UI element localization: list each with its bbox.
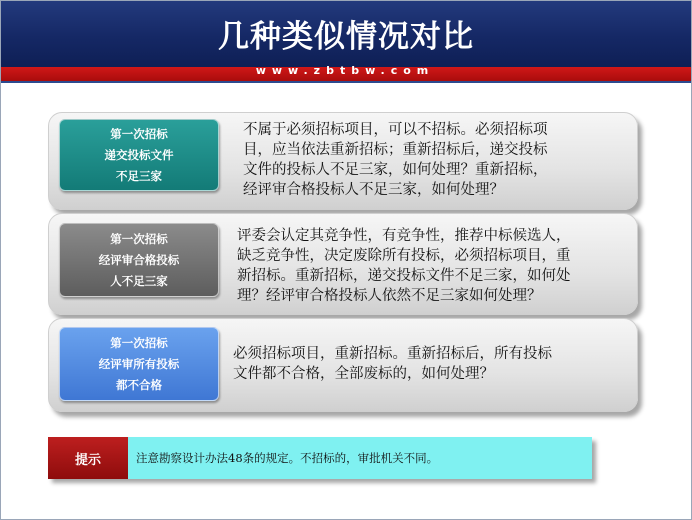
slide-title: 几种类似情况对比 [218,19,474,55]
case-tag-1 [59,119,219,191]
case-tag-2-line-2: 经评审合格投标 [98,252,180,267]
case-tag-2-line-3: 人不足三家 [110,273,168,288]
case-desc-1-line-2: 目，应当依法重新招标；重新招标后，递交投标 [243,142,548,158]
website-url: www.zbtbw.com [255,64,435,77]
case-desc-2-line-1: 评委会认定其竞争性，有竞争性，推荐中标候选人， [237,228,571,244]
case-desc-2 [237,226,571,306]
case-tag-2 [59,223,219,297]
tip-text: 注意勘察设计办法48条的规定。不招标的，审批机关不同。 [136,451,439,465]
case-desc-1-line-3: 文件的投标人不足三家，如何处理？重新招标， [243,162,548,178]
case-desc-2-line-2: 缺乏竞争性，决定废除所有投标，必须招标项目，重 [237,248,571,264]
case-panel-2 [48,213,638,315]
case-panel-1 [48,112,638,210]
tip-label: 提示 [48,437,128,479]
case-tag-2-line-1: 第一次招标 [110,231,168,246]
case-tag-1-line-3: 不足三家 [116,168,162,183]
case-desc-3-line-2: 文件都不合格，全部废标的，如何处理？ [233,366,494,382]
case-desc-3 [233,344,552,384]
case-tag-1-line-2: 递交投标文件 [104,147,174,162]
slide-header [1,1,691,67]
case-desc-2-line-3: 新招标。重新招标，递交投标文件不足三家，如何处 [237,268,571,284]
case-tag-3 [59,327,219,401]
case-tag-3-line-1: 第一次招标 [110,335,168,350]
case-desc-3-line-1: 必须招标项目，重新招标。重新招标后，所有投标 [233,346,552,362]
case-tag-3-line-2: 经评审所有投标 [98,356,180,371]
case-tag-3-line-3: 都不合格 [116,377,162,392]
case-desc-1-line-4: 经评审合格投标人不足三家，如何处理？ [243,182,504,198]
case-desc-1-line-1: 不属于必须招标项目，可以不招标。必须招标项 [243,122,548,138]
header-divider [1,81,691,83]
case-panel-3 [48,318,638,412]
tip-box [48,437,592,479]
case-tag-1-line-1: 第一次招标 [110,126,168,141]
case-desc-2-line-4: 理？经评审合格投标人依然不足三家如何处理？ [237,288,542,304]
case-desc-1 [243,120,548,200]
